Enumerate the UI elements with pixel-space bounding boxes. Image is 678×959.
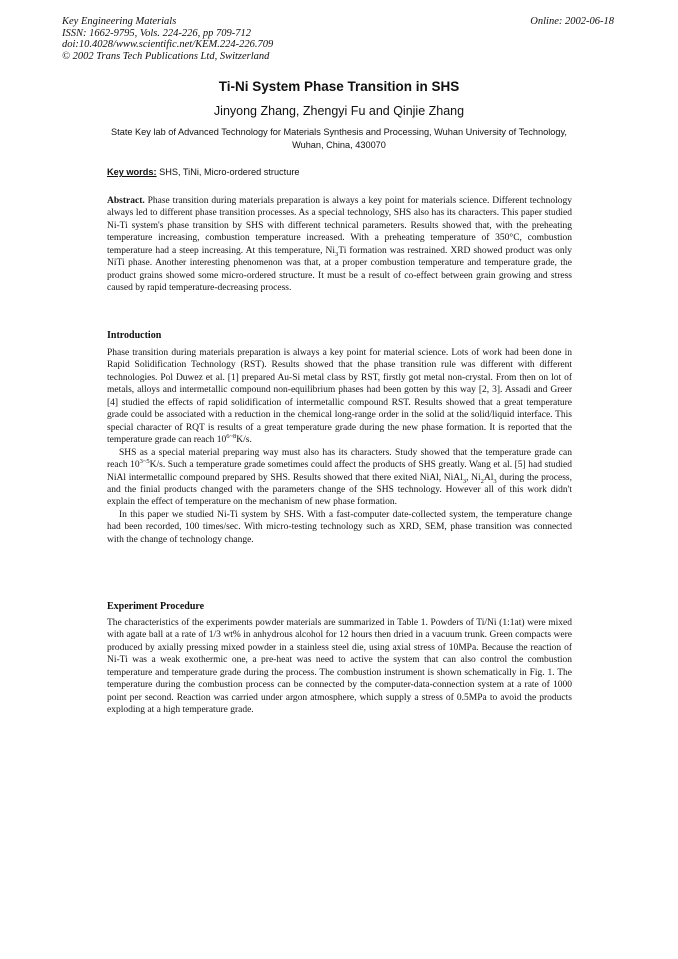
paper-title: Ti-Ni System Phase Transition in SHS: [218, 79, 460, 94]
intro-p1b: K/s.: [236, 435, 252, 446]
online-date: Online: 2002-06-18: [530, 16, 614, 27]
abstract-text-1: Phase transition during materials preparation is always a key point for materials science. Different technology always led to different phase transition processes. As a special technology, SHS also has its characters. This paper studied Ni-Ti system's phase transition by SHS with different technical parameters. Results showed that, with the preheating temperature increasing, combustion temperature increased. With a preheating temperature of 350°C, combustion temperature had a steep increasing. At this temperature, Ni: [107, 196, 572, 256]
abstract: [107, 195, 572, 295]
intro-p2-sub-3: 3: [493, 477, 497, 485]
introduction-heading: Introduction: [107, 330, 162, 341]
intro-p2c: , Ni: [466, 472, 481, 483]
abstract-sub-1: 3: [335, 250, 339, 258]
paper-authors: Jinyong Zhang, Zhengyi Fu and Qinjie Zhang: [213, 104, 465, 118]
intro-p3: In this paper we studied Ni-Ti system by SHS. With a fast-computer date-collected system, the temperature change had been recorded, 100 times/sec. With micro-testing technology such as XRD, SEM, phase transition was connected with the change of technology change.: [107, 509, 572, 545]
intro-p2d: Al: [483, 472, 494, 483]
doi-line: doi:10.4028/www.scientific.net/KEM.224-226.709: [62, 39, 274, 50]
intro-p2a: SHS as a special material preparing way must also has its characters. Study showed that the temperature grade can reach 10: [107, 447, 572, 471]
introduction-body: [107, 347, 572, 546]
intro-p2-sup: 3~5: [139, 457, 150, 465]
copyright-line: © 2002 Trans Tech Publications Ltd, Switzerland: [62, 50, 270, 62]
abstract-label: Abstract.: [107, 196, 145, 206]
keywords-text: SHS, TiNi, Micro-ordered structure: [156, 167, 300, 177]
journal-name: Key Engineering Materials: [62, 16, 177, 27]
experiment-p1: The characteristics of the experiments powder materials are summarized in Table 1. Powders of Ti/Ni (1:1at) were mixed with agate ball at a rate of 1/3 wt% in anhydrous alcohol for 12 hours then dried in a vacuum trunk. Green compacts were produced by axially pressing mixed powder in a stainless steel die, using axial stress of 10MPa. Because the reaction of Ni-Ti was a weak exothermic one, a pre-heat was need to active the system that can also control the combustion temperature and temperature grade during the process. The combustion instrument is shown schematically in Fig. 1. The temperature during the combustion process can be connected by the computer-data-connection system at a rate of 1000 point per second. Reaction was carried under argon atmosphere, which supply a stress of 0.5MPa to avoid the products exploding at a high temperature grade.: [107, 618, 572, 716]
paper-affiliation: State Key lab of Advanced Technology for Materials Synthesis and Processing, Wuhan University of Technology, Wuhan, China, 430070: [111, 127, 567, 150]
keywords: [107, 167, 299, 177]
intro-p2b: K/s. Such a temperature grade sometimes could affect the products of SHS greatly. Wang et al. [5] had studied NiAl intermetallic compound prepared by SHS. Results showed that there exited NiAl, NiAl: [107, 460, 572, 483]
journal-header: [62, 16, 273, 62]
intro-p2e: during the process, and the finial products changed with the parameters change of the SHS technology. However all of this work didn't explain the effect of temperature on the mechanism of new phase formation.: [107, 472, 573, 508]
intro-p2-sub-2: 2: [480, 477, 484, 485]
abstract-text-2: Ti formation was restrained. XRD showed product was only NiTi phase. Another interesting phenomenon was that, at a proper combustion temperature and temperature grade, the product grains showed some micro-ordered structure. It must be a result of co-effect between grain growing and stress caused by rapid temperature-decreasing process.: [107, 245, 573, 294]
intro-p1-sup: 6~8: [226, 433, 237, 441]
experiment-body: [107, 617, 572, 717]
keywords-label: Key words:: [107, 167, 157, 177]
intro-p2-sub-1: 3: [462, 477, 467, 485]
intro-p1a: Phase transition during materials preparation is always a key point for material science. Lots of work had been done in Rapid Solidification Technology (RST). Results showed that the phase transition rule was different with different technologies. Pol Duwez et al. [1] prepared Au-Si metal class by RST, firstly got metal non-crystal. From then on lot of metals, alloys and intermetallic compound non-equilibrium phases had been gotten by this way [2, 3]. Assadi and Greer [4] studied the effects of rapid solidification of intermetallic compound RST. Results showed that a great temperature grade could be associated with a reduction in the chemical long-range order in the solid at the solid/liquid interface. This special character of RQT is results of a great temperature grade during the new phase formation. It is reported that the temperature grade can reach 10: [107, 348, 572, 446]
experiment-heading: Experiment Procedure: [107, 601, 205, 612]
issn-line: ISSN: 1662-9795, Vols. 224-226, pp 709-712: [62, 27, 251, 39]
